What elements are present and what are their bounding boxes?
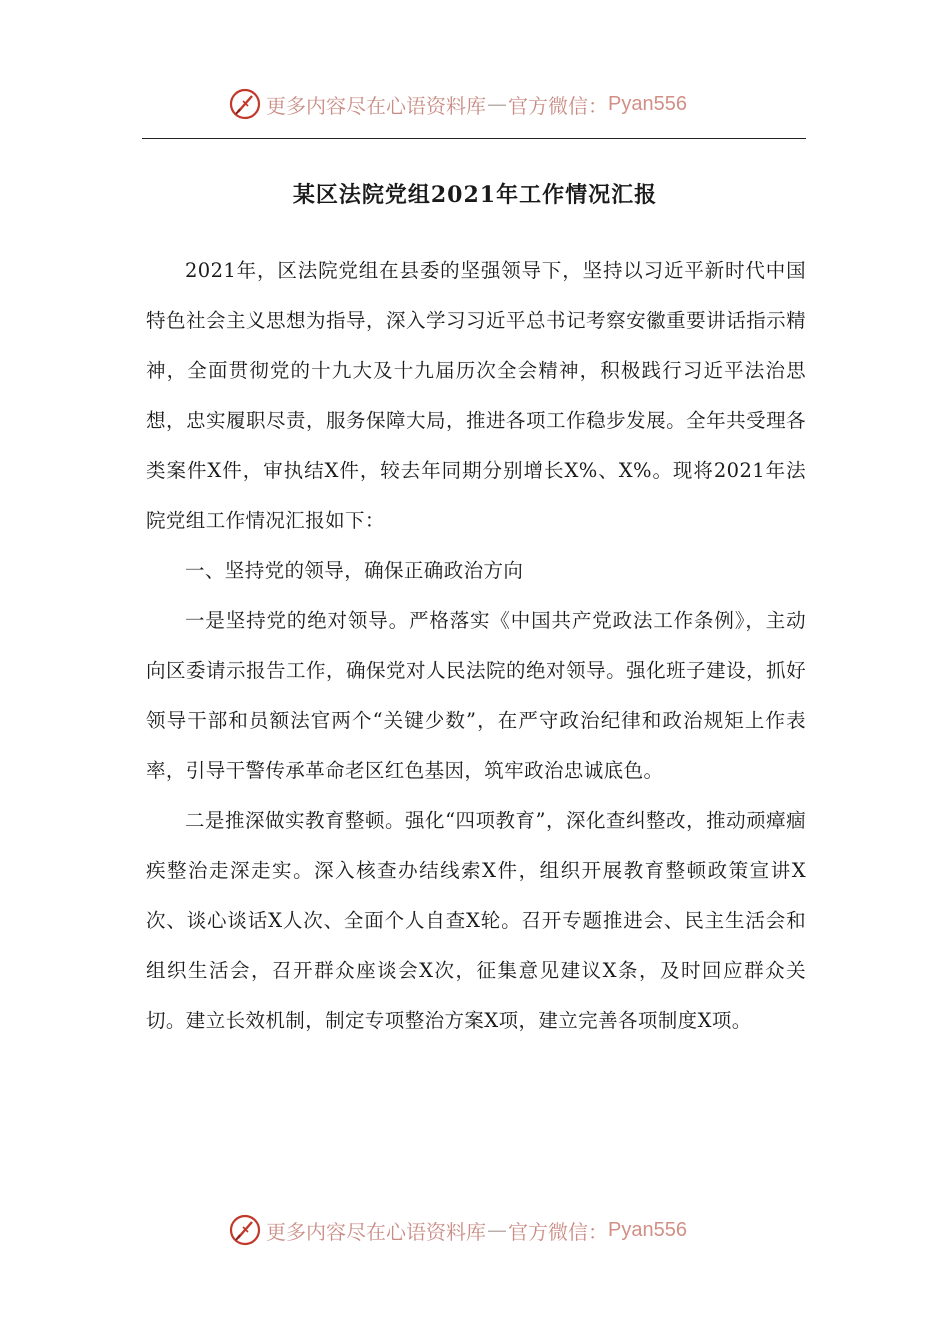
banner-text: 更多内容尽在心语资料库 [266,1219,486,1244]
paragraph-education: 二是推深做实教育整顿。强化“四项教育”，深化查纠整改，推动顽瘴痼疾整治走深走实。深入核查办结线索X件，组织开展教育整顿政策宣讲X次、谈心谈话X人次、全面个人自查X轮。召开专题推进会、民主生活会和组织生活会，召开群众座谈会X次，征集意见建议X条，及时回应群众关切。建立长效机制，制定专项整治方案X项，建立完善各项制度X项。 [146,809,806,1032]
header-watermark-banner [228,84,687,124]
banner-official: 官方微信： [508,1219,608,1244]
banner-dash: — [487,1218,507,1242]
banner-wechat-id: Pyan556 [608,1218,687,1241]
banner-wechat-id: Pyan556 [608,92,687,115]
footer-watermark-banner [228,1210,687,1250]
banner-dash: — [487,92,507,116]
paragraph-intro: 2021年，区法院党组在县委的坚强领导下，坚持以习近平新时代中国特色社会主义思想为指导，深入学习习近平总书记考察安徽重要讲话指示精神，全面贯彻党的十九大及十九届历次全会精神，积极践行习近平法治思想，忠实履职尽责，服务保障大局，推进各项工作稳步发展。全年共受理各类案件X件，审执结X件，较去年同期分别增长X%、X%。现将2021年法院党组工作情况汇报如下： [146,259,806,532]
header-divider [142,138,806,139]
banner-text: 更多内容尽在心语资料库 [266,93,486,118]
paragraph-leadership: 一是坚持党的绝对领导。严格落实《中国共产党政法工作条例》，主动向区委请示报告工作，确保党对人民法院的绝对领导。强化班子建设，抓好领导干部和员额法官两个“关键少数”，在严守政治纪律和政治规矩上作表率，引导干警传承革命老区红色基因，筑牢政治忠诚底色。 [146,609,806,782]
banner-official: 官方微信： [508,93,608,118]
quill-logo-icon [228,87,262,121]
section-heading: 一、坚持党的领导，确保正确政治方向 [185,559,524,582]
document-title: 某区法院党组2021年工作情况汇报 [292,182,658,208]
quill-logo-icon [228,1213,262,1247]
document-body [146,246,806,1046]
